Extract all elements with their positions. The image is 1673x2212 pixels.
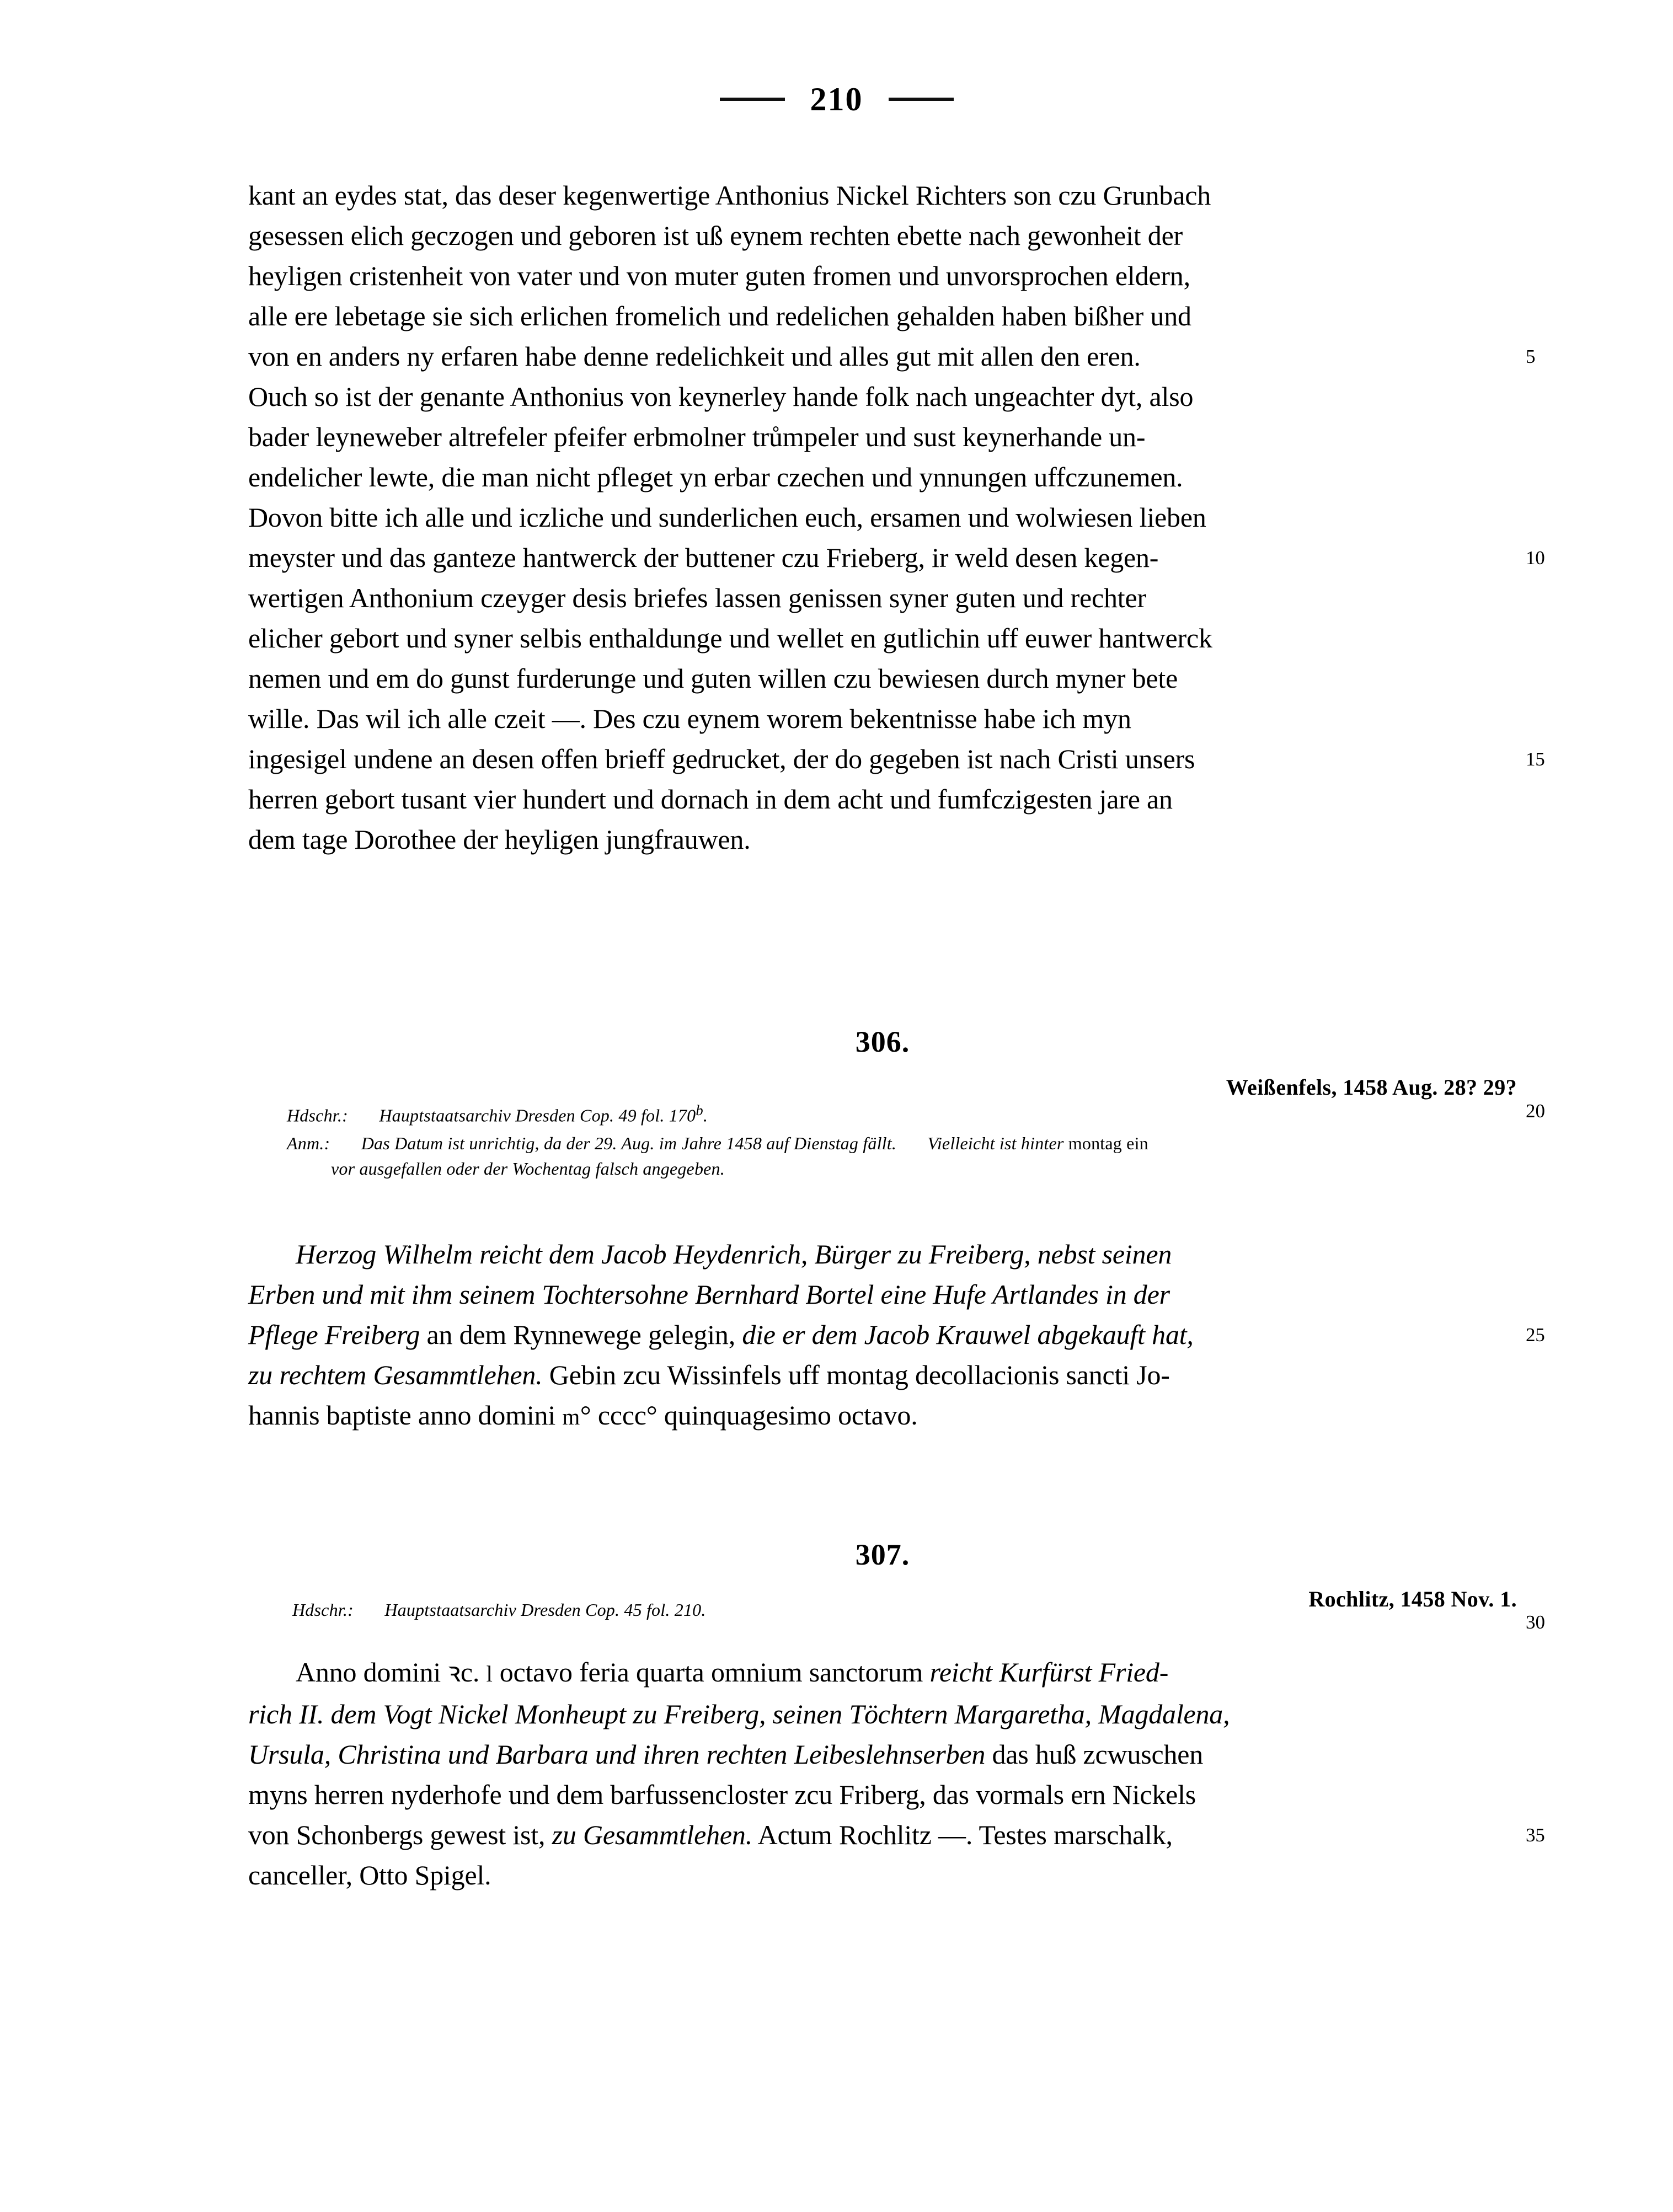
body-line-text: herren gebort tusant vier hundert und dornach in dem acht und fumfczigesten jare an [248,784,1173,815]
regest-segment: Gebin zcu Wissinfels uff montag decollacionis sancti Jo- [542,1359,1170,1390]
regest-segment: zu rechtem Gesammtlehen. [248,1359,543,1390]
line-number-10: 10 [1526,547,1545,569]
regest-segment: Anno domini [296,1657,448,1688]
body-line-text: gesessen elich geczogen und geboren ist uß eynem rechten ebette nach gewonheit der [248,220,1183,251]
body-line [248,618,1517,658]
regest-segment: Actum Rochlitz —. Testes marschalk, [752,1819,1173,1850]
regest-line [248,1355,1517,1395]
regest-segment: m [562,1404,580,1429]
section-306-number-wrap [248,1025,1517,1059]
body-line-text: wertigen Anthonium czeyger desis briefes lassen genissen syner guten und rechter [248,582,1146,613]
regest-line [248,1734,1517,1775]
regest-line [248,1855,1517,1895]
section-306-number: 306. [855,1025,910,1058]
body-line-text: endelicher lewte, die man nicht pfleget yn erbar czechen und ynnungen uffczunemen. [248,462,1183,492]
regest-segment: rich II. dem Vogt Nickel Monheupt zu Freiberg, seinen Töchtern Margaretha, Magdalena, [248,1699,1230,1729]
regest-line [248,1315,1545,1355]
annotation-text-c: montag ein [1068,1133,1148,1153]
body-line [248,417,1517,457]
source-label: Hdschr.: [287,1105,348,1126]
annotation-line-2: vor ausgefallen oder der Wochentag falsch angegeben. [331,1158,725,1179]
body-line-text: nemen und em do gunst furderunge und guten willen czu bewiesen durch myner bete [248,663,1178,694]
body-line [248,216,1517,256]
body-line [248,256,1517,296]
line-number-5: 5 [1526,346,1536,367]
source-text: Hauptstaatsarchiv Dresden Cop. 49 fol. 170 [379,1105,696,1126]
line-number-20: 20 [1526,1100,1545,1122]
regest-segment: das huß zcwuschen [985,1739,1204,1770]
source-text: Hauptstaatsarchiv Dresden Cop. 45 fol. 210. [384,1600,706,1620]
regest-line [248,1274,1517,1315]
line-number-30: 30 [1526,1611,1545,1633]
section-306-dateline-wrap [248,1074,1517,1100]
line-number-25: 25 [1526,1324,1545,1346]
source-folio-side: b [696,1102,703,1118]
source-line [287,1097,1528,1128]
regest-line [248,1234,1517,1274]
regest-line [248,1652,1517,1694]
head-rule-left [720,98,785,101]
line-number-15: 15 [1526,748,1545,770]
source-label: Hdschr.: [292,1600,354,1620]
annotation-text-b: Vielleicht ist hinter [927,1133,1064,1153]
body-line [248,699,1517,739]
regest-line [248,1395,1517,1437]
head-rule-right [889,98,954,101]
section-307-source-note [292,1597,1533,1622]
document-306-regest [248,1234,1545,1437]
body-line-text: alle ere lebetage sie sich erlichen fromelich und redelichen gehalden haben bißher und [248,301,1191,331]
document-307-regest [248,1652,1545,1895]
regest-segment: hannis baptiste anno domini [248,1400,563,1431]
body-line-text: ingesigel undene an desen offen brieff gedrucket, der do gegeben ist nach Cristi unsers [248,743,1195,774]
regest-segment: Erben und mit ihm seinem Tochtersohne Bernhard Bortel eine Hufe Artlandes in der [248,1279,1170,1310]
line-number-35: 35 [1526,1824,1545,1846]
regest-segment: ° cccc° quinquagesimo octavo. [580,1400,918,1431]
regest-segment: zu Gesammtlehen. [552,1819,752,1850]
regest-segment: von Schonbergs gewest ist, [248,1819,552,1850]
body-line-text: Ouch so ist der genante Anthonius von keynerley hande folk nach ungeachter dyt, also [248,381,1194,412]
body-line [248,820,1517,860]
annotation-line-1 [287,1131,1528,1156]
body-line [248,457,1517,497]
section-306-source-note [287,1097,1528,1181]
regest-segment: Pflege Freiberg [248,1319,420,1350]
regest-segment: ꝛc. [447,1657,487,1688]
regest-line [248,1694,1517,1734]
section-307-dateline: Rochlitz, 1458 Nov. 1. [1308,1587,1517,1611]
body-line-text: meyster und das ganteze hantwerck der buttener czu Frieberg, ir weld desen kegen- [248,542,1159,573]
body-line [248,658,1517,699]
source-period: . [703,1105,708,1126]
page-number: 210 [810,81,863,117]
section-306-dateline: Weißenfels, 1458 Aug. 28? 29? [1226,1075,1517,1100]
section-307-number: 307. [855,1538,910,1571]
regest-segment: die er dem Jacob Krauwel abgekauft hat, [742,1319,1194,1350]
annotation-text-a: Das Datum ist unrichtig, da der 29. Aug. im Jahre 1458 auf Dienstag fällt. [361,1133,897,1153]
regest-segment: myns herren nyderhofe und dem barfussencloster zcu Friberg, das vormals ern Nickels [248,1779,1196,1810]
regest-segment: an dem Rynnewege gelegin, [420,1319,742,1350]
body-line [248,336,1536,377]
body-line [248,377,1517,417]
body-line-text: dem tage Dorothee der heyligen jungfrauwen. [248,824,751,855]
body-line [248,578,1517,618]
running-head [0,83,1673,116]
regest-segment: canceller, Otto Spigel. [248,1860,491,1890]
body-line [248,497,1517,538]
body-line-text: heyligen cristenheit von vater und von muter guten fromen und unvorsprochen eldern, [248,260,1190,291]
body-line-text: kant an eydes stat, das deser kegenwertige Anthonius Nickel Richters son czu Grunbach [248,180,1211,211]
body-line-text: von en anders ny erfaren habe denne redelichkeit und alles gut mit allen den eren. [248,341,1141,372]
regest-segment: octavo feria quarta omnium sanctorum [493,1657,930,1688]
section-307-number-wrap [248,1538,1517,1572]
source-line [292,1597,1533,1622]
regest-line [248,1815,1545,1855]
regest-line [248,1775,1517,1815]
body-line [248,779,1517,820]
regest-segment: Ursula, Christina und Barbara und ihren rechten Leibeslehnserben [248,1739,986,1770]
regest-segment: l [486,1661,493,1686]
body-line-text: Dovon bitte ich alle und iczliche und sunderlichen euch, ersamen und wolwiesen lieben [248,502,1206,533]
body-line [248,175,1517,216]
body-line [248,538,1545,578]
document-305-continued-body [248,175,1545,860]
body-line [248,739,1545,779]
body-line-text: elicher gebort und syner selbis enthaldunge und wellet en gutlichin uff euwer hantwerck [248,623,1212,654]
annotation-label: Anm.: [287,1133,330,1153]
body-line [248,296,1517,336]
body-line-text: wille. Das wil ich alle czeit —. Des czu eynem worem bekentnisse habe ich myn [248,703,1131,734]
regest-segment: Herzog Wilhelm reicht dem Jacob Heydenrich, Bürger zu Freiberg, nebst seinen [296,1239,1172,1270]
body-line-text: bader leyneweber altrefeler pfeifer erbmolner trůmpeler und sust keynerhande un- [248,421,1146,452]
regest-segment: reicht Kurfürst Fried- [929,1657,1169,1688]
